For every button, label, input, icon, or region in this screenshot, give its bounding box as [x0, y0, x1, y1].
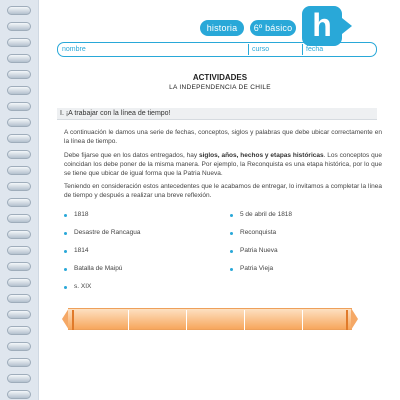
binding-ring-icon — [7, 198, 31, 207]
dot-bullet-icon — [64, 214, 67, 217]
info-separator — [248, 44, 249, 55]
list-item: s. XIX — [74, 283, 92, 290]
list-item: Patria Vieja — [240, 265, 274, 272]
timeline-right-arrow-icon — [351, 308, 358, 330]
dot-bullet-icon — [64, 286, 67, 289]
timeline[interactable] — [62, 308, 358, 330]
timeline-tick — [128, 310, 129, 330]
dot-bullet-icon — [230, 214, 233, 217]
binding-ring-icon — [7, 374, 31, 383]
timeline-tick — [186, 310, 187, 330]
binding-ring-icon — [7, 54, 31, 63]
binding-ring-icon — [7, 358, 31, 367]
activity-subtitle: LA INDEPENDENCIA DE CHILE — [169, 84, 271, 91]
binding-ring-icon — [7, 214, 31, 223]
binding-ring-icon — [7, 150, 31, 159]
binding-ring-icon — [7, 294, 31, 303]
list-item: Desastre de Rancagua — [74, 229, 141, 236]
instructions-paragraph-3: Teniendo en consideración estos antecedentes que le acabamos de entregar, lo invitamos a completar la línea de tiempo y después a realizar una breve reflexión. — [64, 183, 382, 199]
binding-ring-icon — [7, 310, 31, 319]
list-item: Patria Nueva — [240, 247, 278, 254]
subject-badge: historia — [200, 20, 244, 36]
binding-ring-icon — [7, 262, 31, 271]
timeline-bar[interactable] — [68, 308, 352, 330]
binding-ring-icon — [7, 246, 31, 255]
binding-ring-icon — [7, 230, 31, 239]
instructions-paragraph-2 — [64, 151, 382, 178]
list-item: Batalla de Maipú — [74, 265, 123, 272]
paragraph-2-text-end: . Los conceptos que coincidan los debe poner de la misma manera. Por ejemplo, la Reconquista es una etapa histórica, por lo que se tiene que ubicar de igual forma que la Patria Nueva. — [64, 152, 382, 177]
logo-arrow-icon — [342, 18, 352, 34]
binding-ring-icon — [7, 86, 31, 95]
paragraph-2-highlight: siglos, años, hechos y etapas históricas — [198, 152, 324, 159]
info-separator — [302, 44, 303, 55]
date-field-label[interactable]: fecha — [306, 46, 324, 53]
grade-badge: 6º básico — [250, 20, 296, 36]
binding-ring-icon — [7, 6, 31, 15]
timeline-tick — [244, 310, 245, 330]
paragraph-2-text: Debe fijarse que en los datos entregados, hay — [64, 152, 199, 159]
timeline-tick — [302, 310, 303, 330]
spiral-binding — [0, 0, 39, 400]
binding-ring-icon — [7, 70, 31, 79]
dot-bullet-icon — [230, 232, 233, 235]
dot-bullet-icon — [64, 268, 67, 271]
course-field-label[interactable]: curso — [252, 46, 270, 53]
list-item: 1818 — [74, 211, 89, 218]
binding-ring-icon — [7, 102, 31, 111]
section-heading: I. ¡A trabajar con la línea de tiempo! — [57, 108, 377, 120]
list-item: 1814 — [74, 247, 89, 254]
binding-ring-icon — [7, 166, 31, 175]
binding-ring-icon — [7, 182, 31, 191]
timeline-tick — [72, 310, 74, 330]
instructions-paragraph-1: A continuación le damos una serie de fechas, conceptos, siglos y palabras que debe ubicar correctamente en la línea de tiempo. — [64, 129, 382, 145]
logo-h-icon: h — [302, 6, 342, 46]
list-item: 5 de abril de 1818 — [240, 211, 293, 218]
timeline-tick — [346, 310, 348, 330]
dot-bullet-icon — [230, 268, 233, 271]
student-info-bar — [57, 42, 377, 57]
activity-title: ACTIVIDADES — [192, 73, 248, 82]
binding-ring-icon — [7, 134, 31, 143]
dot-bullet-icon — [64, 250, 67, 253]
binding-ring-icon — [7, 326, 31, 335]
list-item: Reconquista — [240, 229, 277, 236]
dot-bullet-icon — [230, 250, 233, 253]
name-field-label[interactable]: nombre — [62, 46, 86, 53]
binding-ring-icon — [7, 278, 31, 287]
binding-ring-icon — [7, 22, 31, 31]
binding-ring-icon — [7, 390, 31, 399]
binding-ring-icon — [7, 38, 31, 47]
binding-ring-icon — [7, 118, 31, 127]
dot-bullet-icon — [64, 232, 67, 235]
binding-ring-icon — [7, 342, 31, 351]
